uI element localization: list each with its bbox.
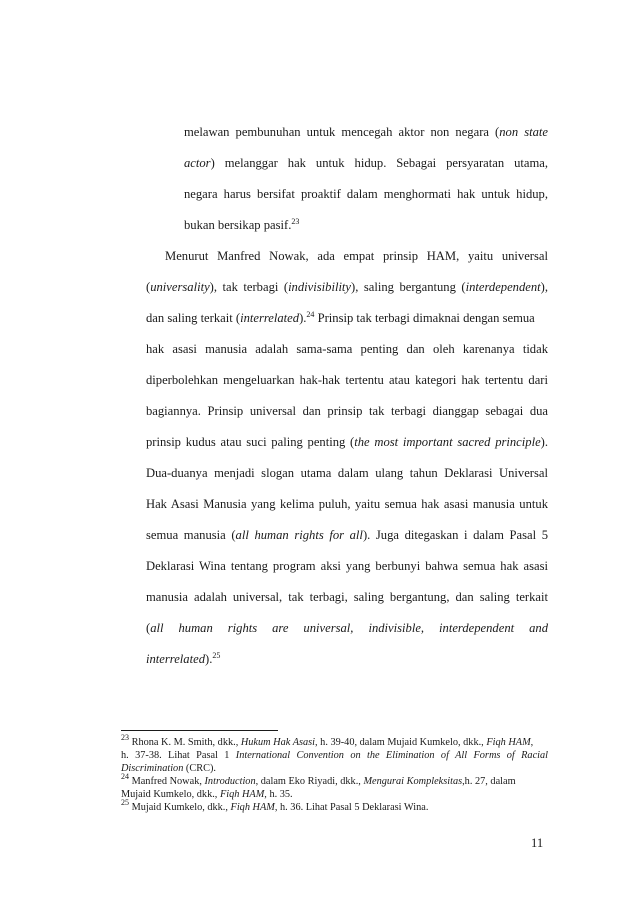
para-line-14: interrelated).$^{25}$ bbox=[146, 651, 221, 666]
footnote-24: $^{24}$ Manfred Nowak, Introduction, dalam Eko Riyadi, dkk., Mengurai Kompleksitas,h. 27, dalam bbox=[121, 772, 516, 787]
para-line-4: hak asasi manusia adalah sama-sama penting dan oleh karenanya tidak bbox=[146, 342, 548, 356]
para-line-5: diperbolehkan mengeluarkan hak-hak tertentu atau kategori hak tertentu dari bbox=[146, 373, 548, 387]
para-line-12: manusia adalah universal, tak terbagi, saling bergantung, dan saling terkait bbox=[146, 590, 548, 604]
para-line-1: Menurut Manfred Nowak, ada empat prinsip HAM, yaitu universal bbox=[165, 249, 548, 263]
para-line-9: Hak Asasi Manusia yang kelima puluh, yaitu semua hak asasi manusia untuk bbox=[146, 497, 548, 511]
para-line-7: prinsip kudus atau suci paling penting (the most important sacred principle). bbox=[146, 435, 549, 449]
quote-line-1: melawan pembunuhan untuk mencegah aktor non negara (non state bbox=[184, 125, 548, 139]
footnote-23-line-2: h. 37-38. Lihat Pasal 1 International Convention on the Elimination of All Forms of Racial bbox=[121, 750, 549, 761]
footnote-23-line-3: Discrimination (CRC). bbox=[121, 763, 216, 774]
footnote-separator bbox=[121, 730, 278, 731]
footnote-ref-25: 25 bbox=[212, 651, 221, 660]
footnote-24-line-2: Mujaid Kumkelo, dkk., Fiqh HAM, h. 35. bbox=[121, 789, 293, 800]
para-line-2: (universality), tak terbagi (indivisibility), saling bergantung (interdependent), bbox=[146, 280, 548, 294]
footnote-ref-24: 24 bbox=[306, 310, 315, 319]
para-line-13: ( all human rights are universal, indivisible, interdependent and bbox=[146, 621, 548, 635]
para-line-10: semua manusia (all human rights for all). Juga ditegaskan i dalam Pasal 5 bbox=[146, 528, 548, 542]
para-line-8: Dua-duanya menjadi slogan utama dalam ulang tahun Deklarasi Universal bbox=[146, 466, 548, 480]
footnote-ref-23: 23 bbox=[291, 217, 300, 226]
quote-line-4: bukan bersikap pasif.$^{23}$ bbox=[184, 217, 300, 232]
quote-line-3: negara harus bersifat proaktif dalam menghormati hak untuk hidup, bbox=[184, 187, 548, 201]
para-line-11: Deklarasi Wina tentang program aksi yang berbunyi bahwa semua hak asasi bbox=[146, 559, 548, 573]
para-line-6: bagiannya. Prinsip universal dan prinsip tak terbagi dianggap sebagai dua bbox=[146, 404, 548, 418]
footnote-23: $^{23}$ Rhona K. M. Smith, dkk., Hukum Hak Asasi, h. 39-40, dalam Mujaid Kumkelo, dkk., Fiqh HAM, bbox=[121, 733, 534, 748]
page-number: 11 bbox=[531, 836, 544, 850]
footnote-25: $^{25}$ Mujaid Kumkelo, dkk., Fiqh HAM, h. 36. Lihat Pasal 5 Deklarasi Wina. bbox=[121, 798, 429, 813]
para-line-3: dan saling terkait (interrelated).$^{24}$ Prinsip tak terbagi dimaknai dengan semua bbox=[146, 310, 535, 325]
quote-line-2: actor) melanggar hak untuk hidup. Sebagai persyaratan utama, bbox=[184, 156, 548, 170]
